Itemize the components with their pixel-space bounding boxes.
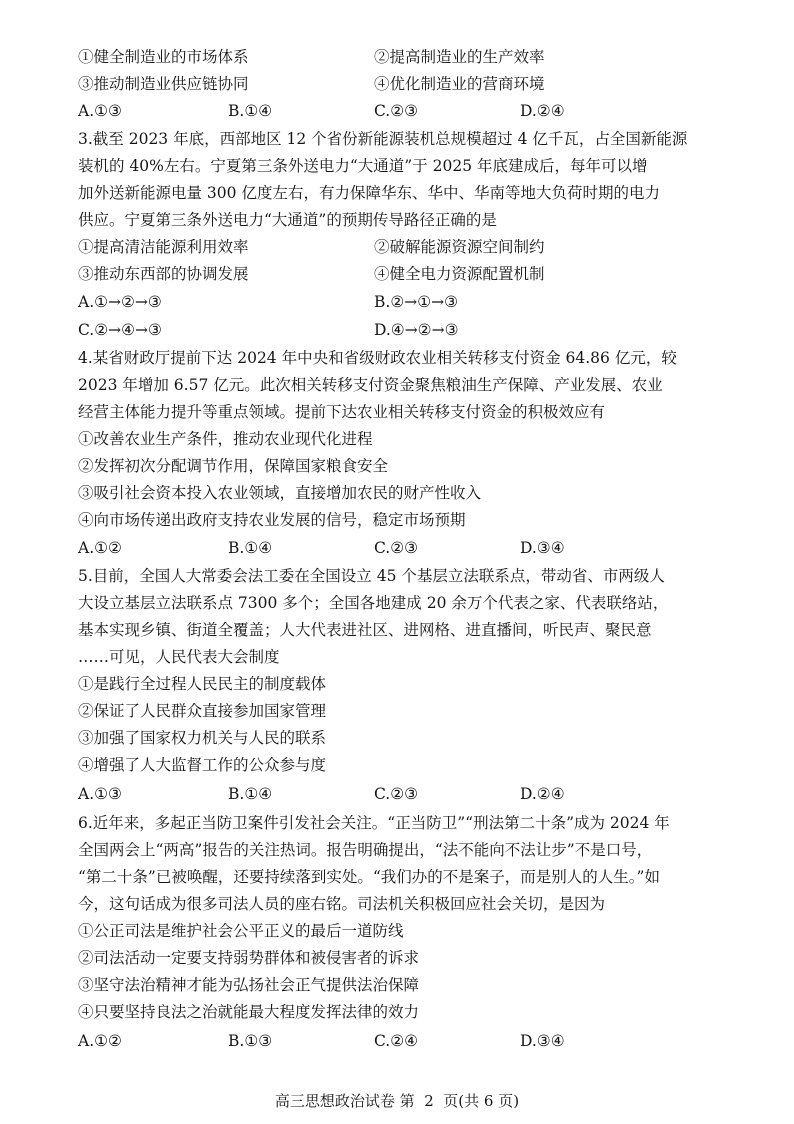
q3-statement-4: ④健全电力资源配置机制 bbox=[374, 265, 545, 283]
q6-choice-d: D.③④ bbox=[520, 1032, 565, 1050]
q6-choice-c: C.②④ bbox=[374, 1032, 419, 1050]
q6-statement-4: ④只要坚持良法之治就能最大程度发挥法律的效力 bbox=[78, 1003, 420, 1021]
q4-stem-line: 2023 年增加 6.57 亿元。此次相关转移支付资金聚焦粮油生产保障、产业发展、农业 bbox=[78, 376, 663, 394]
q4-choice-d: D.③④ bbox=[520, 539, 565, 557]
q6-statement-3: ③坚守法治精神才能为弘扬社会正气提供法治保障 bbox=[78, 976, 420, 994]
q3-choice-d: D.④→②→③ bbox=[374, 321, 459, 339]
q5-statement-4: ④增强了人大监督工作的公众参与度 bbox=[78, 756, 327, 774]
q5-choice-a: A.①③ bbox=[78, 785, 122, 803]
q6-stem-line: 6.近年来，多起正当防卫案件引发社会关注。“正当防卫”“刑法第二十条”成为 2024 年 bbox=[78, 814, 670, 832]
q2-choice-c: C.②③ bbox=[374, 102, 419, 120]
q2-statement-4: ④优化制造业的营商环境 bbox=[374, 75, 545, 93]
q3-stem-line: 加外送新能源电量 300 亿度左右，有力保障华东、华中、华南等地大负荷时期的电力 bbox=[78, 184, 660, 202]
q6-statement-2: ②司法活动一定要支持弱势群体和被侵害者的诉求 bbox=[78, 949, 420, 967]
q6-choice-a: A.①② bbox=[78, 1032, 122, 1050]
q2-statement-1: ①健全制造业的市场体系 bbox=[78, 48, 249, 66]
q2-choice-b: B.①④ bbox=[228, 102, 273, 120]
q5-choice-b: B.①④ bbox=[228, 785, 273, 803]
q5-statement-3: ③加强了国家权力机关与人民的联系 bbox=[78, 729, 327, 747]
q5-statement-2: ②保证了人民群众直接参加国家管理 bbox=[78, 702, 327, 720]
q3-statement-1: ①提高清洁能源利用效率 bbox=[78, 238, 249, 256]
q5-stem-line: 5.目前，全国人大常委会法工委在全国设立 45 个基层立法联系点，带动省、市两级人 bbox=[78, 567, 665, 585]
q3-stem-line: 3.截至 2023 年底，西部地区 12 个省份新能源装机总规模超过 4 亿千瓦，占全国新能源 bbox=[78, 130, 688, 148]
q3-statement-3: ③推动东西部的协调发展 bbox=[78, 265, 249, 283]
q4-choice-a: A.①② bbox=[78, 539, 122, 557]
q3-stem-line: 装机的 40%左右。宁夏第三条外送电力“大通道”于 2025 年底建成后，每年可以增 bbox=[78, 157, 648, 175]
q3-choice-c: C.②→④→③ bbox=[78, 321, 162, 339]
q4-statement-4: ④向市场传递出政府支持农业发展的信号，稳定市场预期 bbox=[78, 511, 466, 529]
q3-stem-line: 供应。宁夏第三条外送电力“大通道”的预期传导路径正确的是 bbox=[78, 211, 497, 229]
q5-stem-line: 基本实现乡镇、街道全覆盖；人大代表进社区、进网格、进直播间，听民声、聚民意 bbox=[78, 621, 652, 639]
q5-choice-c: C.②③ bbox=[374, 785, 419, 803]
page-footer: 高三思想政治试卷 第 2 页(共 6 页) bbox=[274, 1092, 520, 1110]
q2-choice-a: A.①③ bbox=[78, 102, 122, 120]
q3-choice-b: B.②→①→③ bbox=[374, 293, 458, 311]
q6-choice-b: B.①③ bbox=[228, 1032, 273, 1050]
q2-statement-3: ③推动制造业供应链协同 bbox=[78, 75, 249, 93]
q4-choice-c: C.②③ bbox=[374, 539, 419, 557]
q2-statement-2: ②提高制造业的生产效率 bbox=[374, 48, 545, 66]
q6-stem-line: 全国两会上“两高”报告的关注热词。报告明确提出，“法不能向不法让步”不是口号， bbox=[78, 841, 653, 859]
q6-stem-line: “第二十条”已被唤醒，还要持续落到实处。“我们办的不是案子，而是别人的人生。”如 bbox=[78, 868, 660, 886]
q6-stem-line: 今，这句话成为很多司法人员的座右铭。司法机关积极回应社会关切，是因为 bbox=[78, 895, 606, 913]
q5-stem-line: 大设立基层立法联系点 7300 多个；全国各地建成 20 余万个代表之家、代表联络站， bbox=[78, 594, 669, 612]
q2-choice-d: D.②④ bbox=[520, 102, 565, 120]
q4-stem-line: 4.某省财政厅提前下达 2024 年中央和省级财政农业相关转移支付资金 64.86 亿元，较 bbox=[78, 349, 677, 367]
q4-choice-b: B.①④ bbox=[228, 539, 273, 557]
q4-stem-line: 经营主体能力提升等重点领域。提前下达农业相关转移支付资金的积极效应有 bbox=[78, 403, 606, 421]
q5-stem-line: ……可见，人民代表大会制度 bbox=[78, 648, 280, 666]
q4-statement-3: ③吸引社会资本投入农业领域，直接增加农民的财产性收入 bbox=[78, 484, 482, 502]
q5-statement-1: ①是践行全过程人民民主的制度载体 bbox=[78, 675, 327, 693]
q5-choice-d: D.②④ bbox=[520, 785, 565, 803]
q3-choice-a: A.①→②→③ bbox=[78, 293, 162, 311]
q4-statement-1: ①改善农业生产条件，推动农业现代化进程 bbox=[78, 430, 373, 448]
q3-statement-2: ②破解能源资源空间制约 bbox=[374, 238, 545, 256]
q4-statement-2: ②发挥初次分配调节作用，保障国家粮食安全 bbox=[78, 457, 389, 475]
q6-statement-1: ①公正司法是维护社会公平正义的最后一道防线 bbox=[78, 922, 404, 940]
